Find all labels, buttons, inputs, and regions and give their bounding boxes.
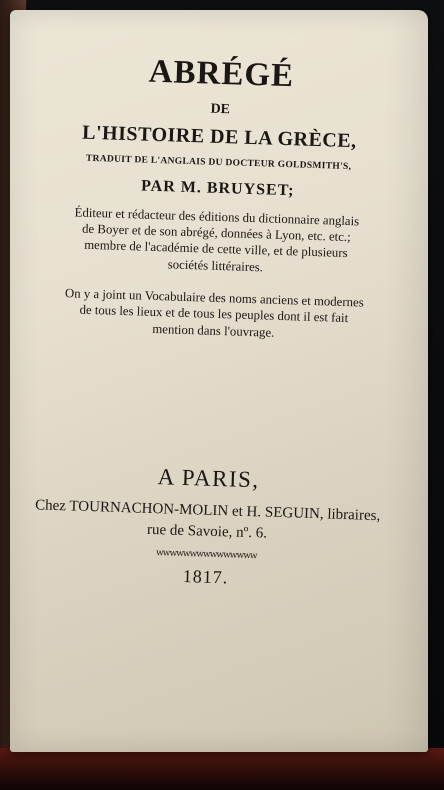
ornament-rule: wwwwwwwwwwwwwww [155, 548, 257, 562]
publisher-address: rue de Savoie, nº. 6. [146, 521, 268, 542]
author-description-line: de Boyer et de son abrégé, données à Lyon, etc. etc.; [81, 221, 351, 244]
author-line: PAR M. BRUYSET; [140, 176, 295, 199]
author-description-line: membre de l'académie de cette ville, et de plusieurs [84, 237, 348, 261]
publisher-line: Chez TOURNACHON-MOLIN et H. SEGUIN, libraires, [34, 497, 381, 525]
book-cover-bottom [0, 748, 444, 790]
title-connector: DE [210, 101, 231, 118]
publication-city: A PARIS, [157, 464, 261, 493]
book-subtitle: L'HISTOIRE DE LA GRÈCE, [81, 121, 357, 153]
title-page-content [15, 52, 411, 592]
translation-note: TRADUIT DE L'ANGLAIS DU DOCTEUR GOLDSMITH'S, [85, 153, 352, 173]
title-page [10, 10, 428, 752]
publication-year: 1817. [182, 566, 229, 588]
supplement-line: mention dans l'ouvrage. [152, 321, 275, 340]
supplement-line: On y a joint un Vocabulaire des noms anciens et modernes [64, 286, 364, 310]
supplement-note [23, 284, 404, 345]
book-title: ABRÉGÉ [148, 53, 295, 95]
author-description [25, 202, 407, 279]
author-description-line: Éditeur et rédacteur des éditions du dictionnaire anglais [74, 204, 360, 228]
supplement-line: de tous les lieux et de tous les peuples dont il est fait [79, 303, 349, 326]
author-description-line: sociétés littéraires. [167, 256, 264, 274]
